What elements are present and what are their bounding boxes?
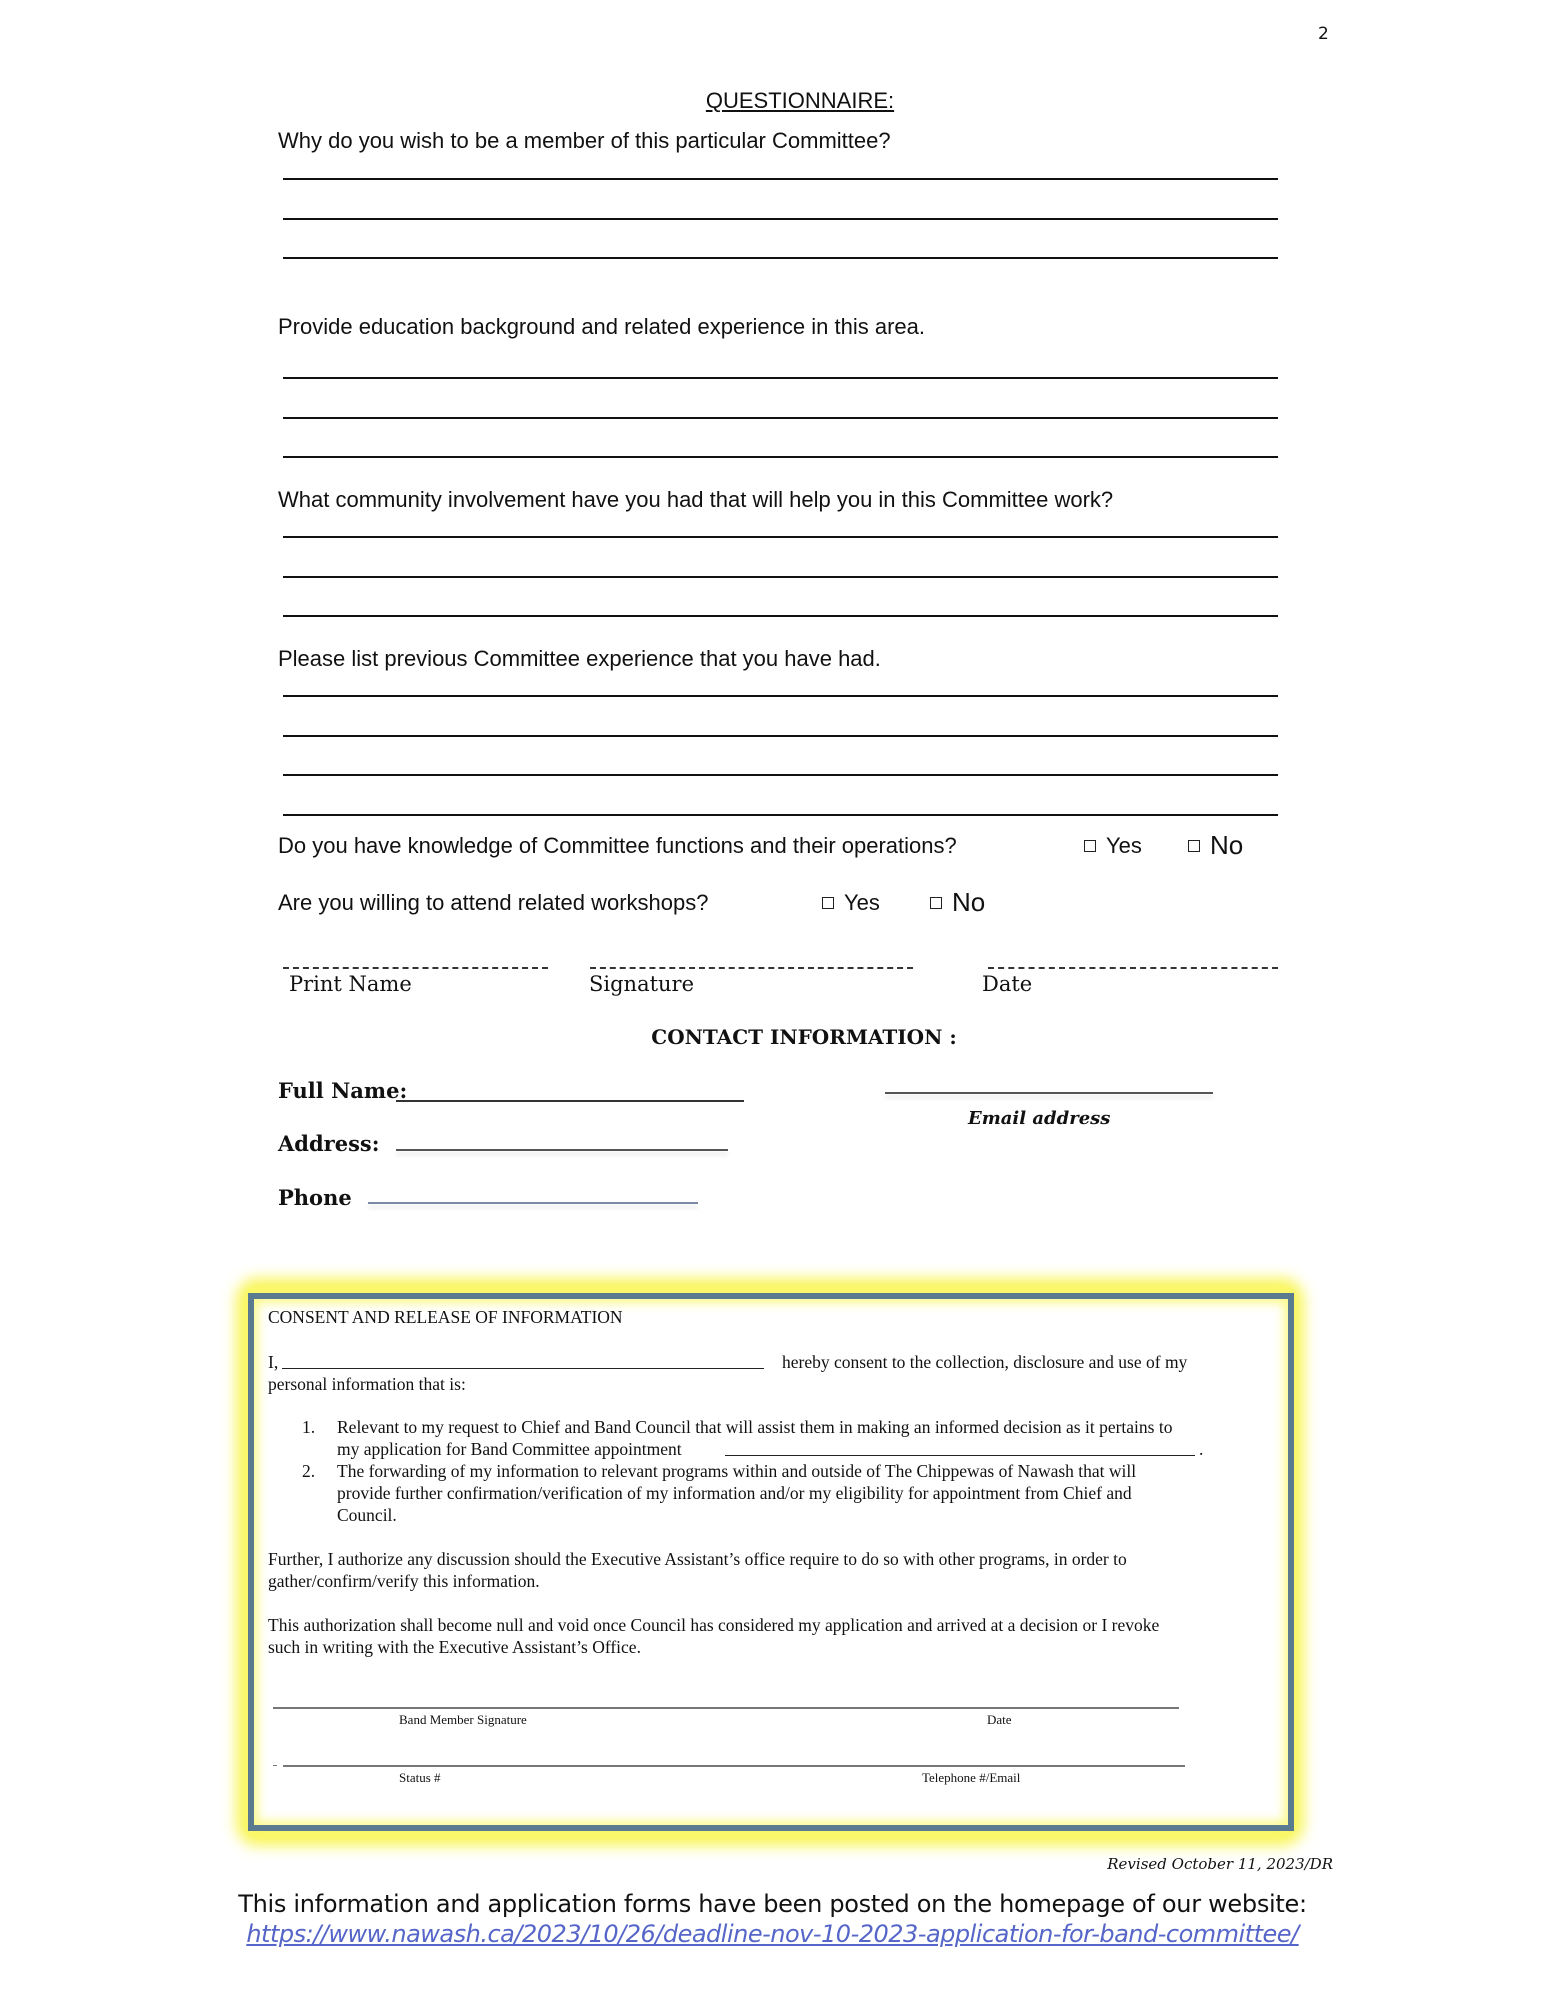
period: . <box>1199 1439 1204 1459</box>
contact-title: CONTACT INFORMATION : <box>651 1025 957 1049</box>
answer-line[interactable] <box>283 536 1278 538</box>
checkbox-icon[interactable] <box>822 897 834 909</box>
yes-option-2[interactable] <box>822 890 880 916</box>
address-field[interactable] <box>396 1149 728 1151</box>
answer-line[interactable] <box>283 576 1278 578</box>
consent-paragraph-2-line1: This authorization shall become null and void once Council has considered my application and arrived at a decision or I revoke <box>268 1615 1160 1635</box>
answer-line[interactable] <box>283 615 1278 617</box>
yes-no-question-2: Are you willing to attend related workshops? <box>278 890 709 915</box>
footer-note: This information and application forms have been posted on the homepage of our website: <box>238 1890 1307 1918</box>
answer-line[interactable] <box>283 218 1278 220</box>
no-label: No <box>1210 830 1244 860</box>
status-label: Status # <box>399 1770 441 1785</box>
question-2: Provide education background and related experience in this area. <box>278 314 925 339</box>
dash-mark <box>273 1765 277 1766</box>
address-label: Address: <box>278 1131 380 1156</box>
consent-paragraph-1-line2: gather/confirm/verify this information. <box>268 1571 540 1591</box>
consent-name-field[interactable] <box>282 1368 764 1369</box>
consent-paragraph-2-line2: such in writing with the Executive Assistant’s Office. <box>268 1637 641 1657</box>
consent-intro-suffix: hereby consent to the collection, disclosure and use of my <box>782 1352 1188 1372</box>
consent-item-1-line1: Relevant to my request to Chief and Band Council that will assist them in making an informed decision as it pertains to <box>337 1417 1173 1437</box>
phone-field[interactable] <box>368 1202 698 1204</box>
question-1: Why do you wish to be a member of this particular Committee? <box>278 128 891 153</box>
date-line[interactable] <box>988 967 1278 969</box>
question-3: What community involvement have you had that will help you in this Committee work? <box>278 487 1114 512</box>
status-line[interactable] <box>283 1765 1185 1767</box>
answer-line[interactable] <box>283 774 1278 776</box>
date-label: Date <box>982 972 1033 996</box>
answer-line[interactable] <box>283 456 1278 458</box>
no-option-1[interactable] <box>1188 830 1243 861</box>
band-member-signature-line[interactable] <box>273 1707 1179 1709</box>
answer-line[interactable] <box>283 417 1278 419</box>
answer-line[interactable] <box>283 178 1278 180</box>
phone-label: Phone <box>278 1185 352 1210</box>
consent-date-label: Date <box>987 1712 1012 1727</box>
checkbox-icon[interactable] <box>930 897 942 909</box>
consent-intro-prefix: I, <box>268 1352 279 1372</box>
consent-item-number: 2. <box>302 1461 316 1481</box>
page-number: 2 <box>1318 24 1329 44</box>
telephone-email-label: Telephone #/Email <box>922 1770 1021 1785</box>
checkbox-icon[interactable] <box>1084 840 1096 852</box>
website-link[interactable]: https://www.nawash.ca/2023/10/26/deadline-nov-10-2023-application-for-band-committee/ <box>246 1920 1299 1948</box>
questionnaire-title: QUESTIONNAIRE: <box>705 88 895 113</box>
consent-intro-line2: personal information that is: <box>268 1374 466 1394</box>
email-label: Email address <box>968 1108 1111 1129</box>
consent-paragraph-1-line1: Further, I authorize any discussion should the Executive Assistant’s office require to do so with other programs, in order to <box>268 1549 1127 1569</box>
email-field[interactable] <box>885 1092 1213 1094</box>
answer-line[interactable] <box>283 257 1278 259</box>
committee-appointment-field[interactable] <box>725 1455 1195 1456</box>
consent-item-2-line2: provide further confirmation/verification of my information and/or my eligibility for appointment from Chief and <box>337 1483 1132 1503</box>
band-member-signature-label: Band Member Signature <box>399 1712 527 1727</box>
checkbox-icon[interactable] <box>1188 840 1200 852</box>
signature-label: Signature <box>589 972 695 996</box>
consent-title: CONSENT AND RELEASE OF INFORMATION <box>268 1307 623 1327</box>
full-name-field[interactable] <box>396 1100 744 1102</box>
no-option-2[interactable] <box>930 887 985 918</box>
consent-item-2-line3: Council. <box>337 1505 397 1525</box>
consent-item-number: 1. <box>302 1417 316 1437</box>
revised-date: Revised October 11, 2023/DR <box>1107 1855 1333 1873</box>
no-label: No <box>952 887 986 917</box>
yes-option-1[interactable] <box>1084 833 1142 859</box>
answer-line[interactable] <box>283 695 1278 697</box>
print-name-line[interactable] <box>283 967 548 969</box>
yes-label: Yes <box>1106 833 1142 858</box>
full-name-label: Full Name: <box>278 1078 408 1103</box>
answer-line[interactable] <box>283 814 1278 816</box>
consent-item-2-line1: The forwarding of my information to relevant programs within and outside of The Chippewas of Nawash that will <box>337 1461 1137 1481</box>
question-4: Please list previous Committee experience that you have had. <box>278 646 881 671</box>
answer-line[interactable] <box>283 377 1278 379</box>
print-name-label: Print Name <box>289 972 412 996</box>
yes-no-question-1: Do you have knowledge of Committee functions and their operations? <box>278 833 957 858</box>
answer-line[interactable] <box>283 735 1278 737</box>
signature-line[interactable] <box>590 967 913 969</box>
consent-item-1-line2: my application for Band Committee appointment <box>337 1439 682 1459</box>
yes-label: Yes <box>844 890 880 915</box>
